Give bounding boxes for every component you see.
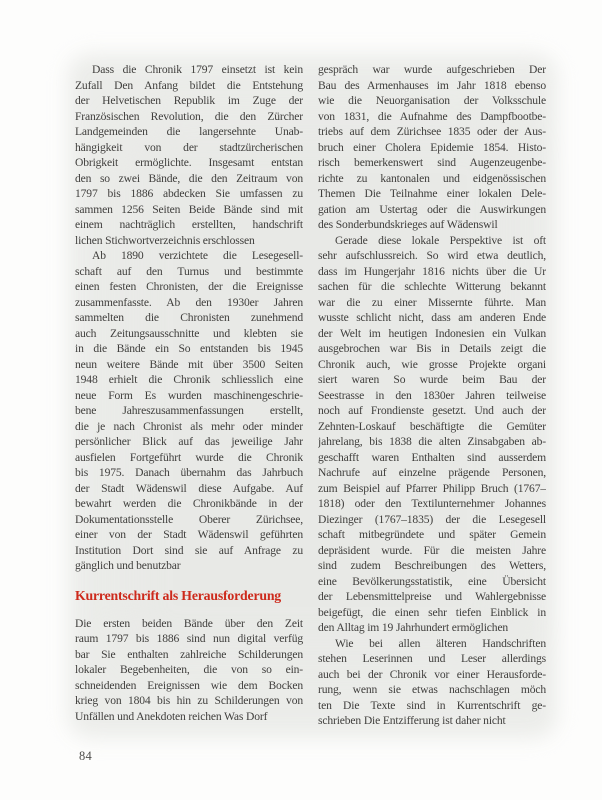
text-line: bar Sie enthalten zahlreiche Schilderungen	[75, 647, 303, 661]
left-column	[75, 62, 303, 729]
text-line: risch bemerkenswert sind Augenzeugenbe-	[318, 156, 546, 169]
text-line: lokaler Begebenheiten, die von so ein-	[75, 663, 303, 676]
text-line: eine Bevölkerungsstatistik, eine Übersicht	[318, 574, 546, 588]
text-line: persönlicher Blick auf das jeweilige Jahr	[75, 435, 303, 448]
text-line: der Welt im heutigen Indonesien ein Vulkan	[318, 326, 546, 340]
text-line: ten Die Texte sind in Kurrentschrift ge-	[318, 698, 546, 712]
text-line: schneidenden Ereignissen wie dem Bocken	[75, 678, 303, 692]
text-line: ausgebrochen war Bis in Details zeigt die	[318, 342, 546, 355]
text-line: noch auf Frondienste gesetzt. Und auch der	[318, 404, 546, 417]
text-line: Obrigkeit ermöglichte. Insgesamt entstan	[75, 156, 303, 169]
text-line: Institution Dort sind sie auf Anfrage zu	[75, 543, 303, 557]
text-line: sachen für die schlechte Witterung bekannt	[318, 280, 546, 293]
text-line: einem nachträglich erstellten, handschrift	[75, 218, 303, 231]
text-line: in die Bände ein So entstanden bis 1945	[75, 342, 303, 355]
text-line: auch Zeitungsausschnitte und klebten sie	[75, 326, 303, 340]
text-line: von 1831, die Aufnahme des Dampfbootbe-	[318, 109, 546, 123]
text-line: lichen Stichwortverzeichnis erschlossen	[75, 233, 255, 247]
text-line: der Helvetischen Republik im Zuge der	[75, 94, 303, 107]
text-line: Unfällen und Anekdoten reichen Was Dorf	[75, 709, 268, 723]
text-line: bewahrt werden die Chronikbände in der	[75, 497, 303, 510]
text-line: neun weitere Bände mit über 3500 Seiten	[75, 357, 303, 371]
text-line: des Sonderbundskrieges auf Wädenswil	[318, 218, 498, 231]
text-line: sind zudem Beschreibungen des Wetters,	[318, 559, 546, 572]
text-line: dass im Hungerjahr 1816 nichts über die Ur	[318, 264, 546, 278]
text-line: der Stadt Wädenswil diese Aufgabe. Auf	[75, 481, 303, 495]
text-line: der Lebensmittelpreise und Wahlergebnisse	[318, 590, 546, 603]
text-line: zum Beispiel auf Pfarrer Philipp Bruch (1767–	[318, 481, 546, 495]
text-line: einer von der Stadt Wädenswil geführten	[75, 528, 303, 541]
paragraph	[318, 62, 546, 233]
text-line: beigefügt, die einen sehr tiefen Einblick in	[318, 605, 546, 619]
section-heading: Kurrentschrift als Herausforderung	[75, 587, 282, 603]
text-line: sammelten die Chronisten zunehmend	[75, 311, 303, 324]
text-line: Gerade diese lokale Perspektive ist oft	[335, 233, 546, 247]
text-line: schaft auf den Turnus und bestimmte	[75, 264, 303, 278]
text-line: wusste schlicht nicht, dass am anderen Ende	[318, 311, 546, 324]
text-line: Wie bei allen älteren Handschriften	[335, 636, 546, 650]
text-line: einen festen Chronisten, der die Ereignisse	[75, 280, 303, 293]
text-line: neue Form Es wurden maschinengeschrie-	[75, 388, 303, 402]
text-line: bene Jahreszusammenfassungen erstellt,	[75, 404, 303, 417]
text-line: krieg von 1804 bis hin zu Schilderungen von	[75, 694, 303, 707]
text-line: die je nach Chronist als mehr oder minder	[75, 419, 303, 433]
text-line: hängigkeit von der stadtzürcherischen	[75, 140, 303, 154]
text-line: Seestrasse in den 1830er Jahren teilweise	[318, 388, 546, 402]
text-line: depräsident wurde. Für die meisten Jahre	[318, 543, 546, 557]
text-line: Dass die Chronik 1797 einsetzt ist kein	[92, 63, 303, 76]
page-number: 84	[79, 749, 93, 763]
text-line: Dokumentationsstelle Oberer Zürichsee,	[75, 512, 303, 526]
text-line: Themen Die Teilnahme einer lokalen Dele-	[318, 187, 546, 200]
text-line: Französischen Revolution, die den Zürcher	[75, 109, 303, 123]
text-line: den so zwei Bände, die den Zeitraum von	[75, 171, 303, 185]
text-line: zusammenfasste. Ab den 1930er Jahren	[75, 295, 303, 309]
text-line: geschafft waren Enthalten sind ausserdem	[318, 450, 546, 464]
text-line: bis 1975. Danach übernahm das Jahrbuch	[75, 466, 303, 479]
text-line: richte zu kantonalen und eidgenössischen	[318, 171, 546, 185]
paragraph	[75, 62, 303, 248]
text-line: Ab 1890 verzichtete die Lesegesell-	[92, 249, 303, 262]
text-line: den Alltag im 19 Jahrhundert ermöglichen	[318, 621, 509, 634]
text-line: wie die Neuorganisation der Volksschule	[318, 94, 546, 107]
paragraph	[318, 233, 546, 636]
text-line: stehen Leserinnen und Leser allerdings	[318, 652, 546, 665]
text-line: 1818) oder den Textilunternehmer Johannes	[318, 497, 546, 510]
text-line: Diezinger (1767–1835) der die Lesegesell	[318, 512, 546, 526]
text-line: war die zu einer Missernte führte. Man	[318, 295, 546, 309]
text-line: gänglich und benutzbar	[75, 559, 181, 572]
text-line: gespräch war wurde aufgeschrieben Der	[318, 63, 546, 76]
text-line: Zehnten-Loskauf beschäftigte die Gemüter	[318, 419, 546, 433]
paragraph	[318, 636, 546, 729]
text-line: schaft mitbegründete und später Gemein	[318, 528, 546, 541]
text-line: schrieben Die Entzifferung ist daher nicht	[318, 714, 506, 727]
text-line: Landgemeinden die langersehnte Unab-	[75, 125, 303, 138]
text-line: Die ersten beiden Bände über den Zeit	[75, 616, 303, 630]
text-line: rung, wenn sie etwas nachschlagen möch	[318, 683, 546, 696]
text-line: sehr aufschlussreich. So wird etwa deutlich,	[318, 249, 546, 262]
text-line: triebs auf dem Zürichsee 1835 oder der Aus-	[318, 125, 546, 138]
text-line: auch bei der Chronik vor einer Herausforde-	[318, 667, 546, 681]
text-line: raum 1797 bis 1886 sind nun digital verfüg	[75, 632, 303, 645]
text-line: bruch einer Cholera Epidemie 1854. Histo-	[318, 140, 546, 154]
text-line: 1797 bis 1886 abdecken Sie umfassen zu	[75, 187, 303, 200]
text-line: gation am Ustertag oder die Auswirkungen	[318, 202, 546, 216]
right-column	[318, 62, 546, 729]
paragraph	[75, 248, 303, 574]
text-columns	[75, 62, 546, 729]
text-line: Chronik auch, wie grosse Projekte organi	[318, 357, 546, 371]
text-line: ausfielen Fortgeführt wurde die Chronik	[75, 450, 303, 464]
text-line: sammen 1256 Seiten Beide Bände sind mit	[75, 202, 303, 216]
text-line: siert waren So wurde beim Bau der	[318, 373, 546, 386]
text-line: Zufall Den Anfang bildet die Entstehung	[75, 78, 303, 92]
paragraph	[75, 616, 303, 725]
text-line: Bau des Armenhauses im Jahr 1818 ebenso	[318, 78, 546, 92]
text-line: jahrelang, bis 1838 die alten Zinsabgaben ab-	[318, 435, 546, 448]
text-line: Nachrufe auf einzelne prägende Personen,	[318, 466, 546, 479]
text-line: 1948 erhielt die Chronik schliesslich eine	[75, 373, 303, 386]
